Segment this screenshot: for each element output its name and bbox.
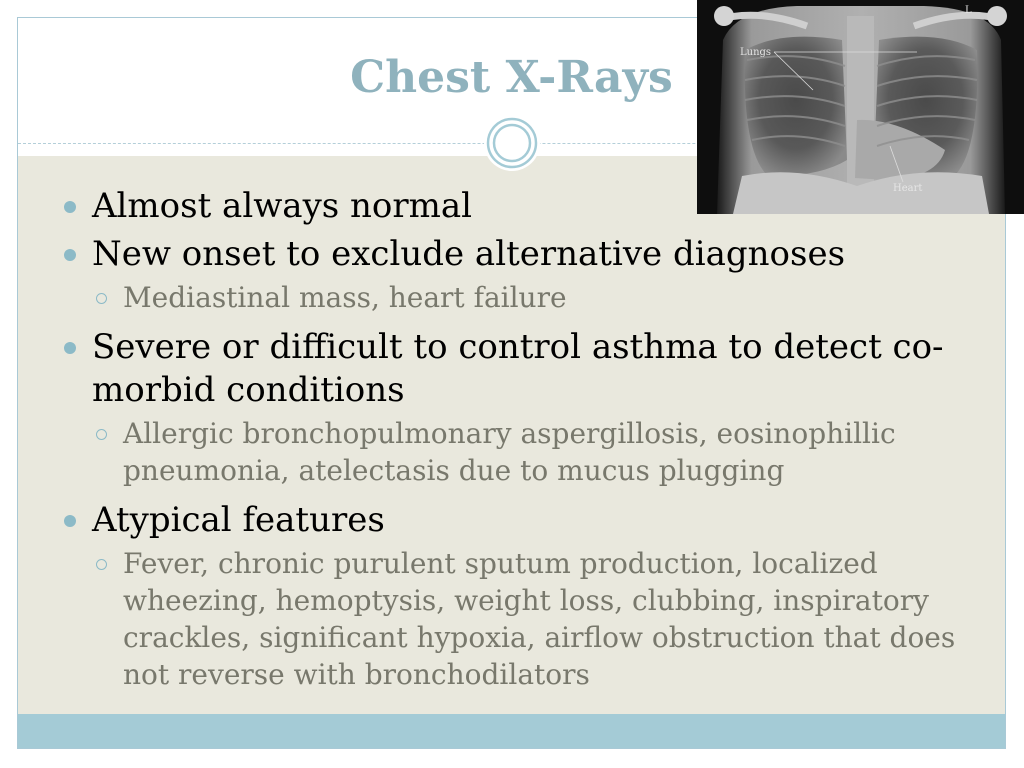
sub-bullet-text: Fever, chronic purulent sputum production, localized wheezing, hemoptysis, weight loss, clubbing, inspiratory crackles, significant hypoxia, airflow obstruction that does not reverse with bronchodilators bbox=[123, 547, 956, 691]
bullet-item bbox=[62, 233, 962, 276]
sub-bullet-text: Allergic bronchopulmonary aspergillosis, eosinophillic pneumonia, atelectasis due to mucus plugging bbox=[123, 417, 896, 487]
bullet-item bbox=[62, 185, 962, 228]
divider-ring-ornament bbox=[483, 114, 541, 172]
bullet-dot-icon bbox=[64, 342, 76, 354]
xray-label-lungs: Lungs bbox=[740, 47, 772, 58]
bullet-item bbox=[62, 326, 962, 412]
bullet-ring-icon bbox=[96, 429, 107, 440]
sub-bullet-item bbox=[62, 279, 962, 316]
bullet-dot-icon bbox=[64, 201, 76, 213]
bullet-ring-icon bbox=[96, 559, 107, 570]
bullet-text: Almost always normal bbox=[92, 186, 473, 226]
bullet-dot-icon bbox=[64, 249, 76, 261]
bottom-accent-band bbox=[18, 714, 1005, 748]
bullet-ring-icon bbox=[96, 293, 107, 304]
bullet-dot-icon bbox=[64, 515, 76, 527]
bullet-text: Atypical features bbox=[92, 500, 385, 540]
sub-bullet-text: Mediastinal mass, heart failure bbox=[123, 281, 567, 314]
bullet-text: Severe or difficult to control asthma to detect co-morbid conditions bbox=[92, 327, 944, 410]
bullet-list bbox=[62, 180, 962, 693]
xray-marker: L bbox=[965, 5, 972, 16]
slide-title: Chest X-Rays bbox=[350, 52, 673, 103]
bullet-text: New onset to exclude alternative diagnoses bbox=[92, 234, 846, 274]
sub-bullet-item bbox=[62, 415, 962, 489]
sub-bullet-item bbox=[62, 545, 962, 693]
bullet-item bbox=[62, 499, 962, 542]
xray-label-heart: Heart bbox=[893, 183, 923, 194]
